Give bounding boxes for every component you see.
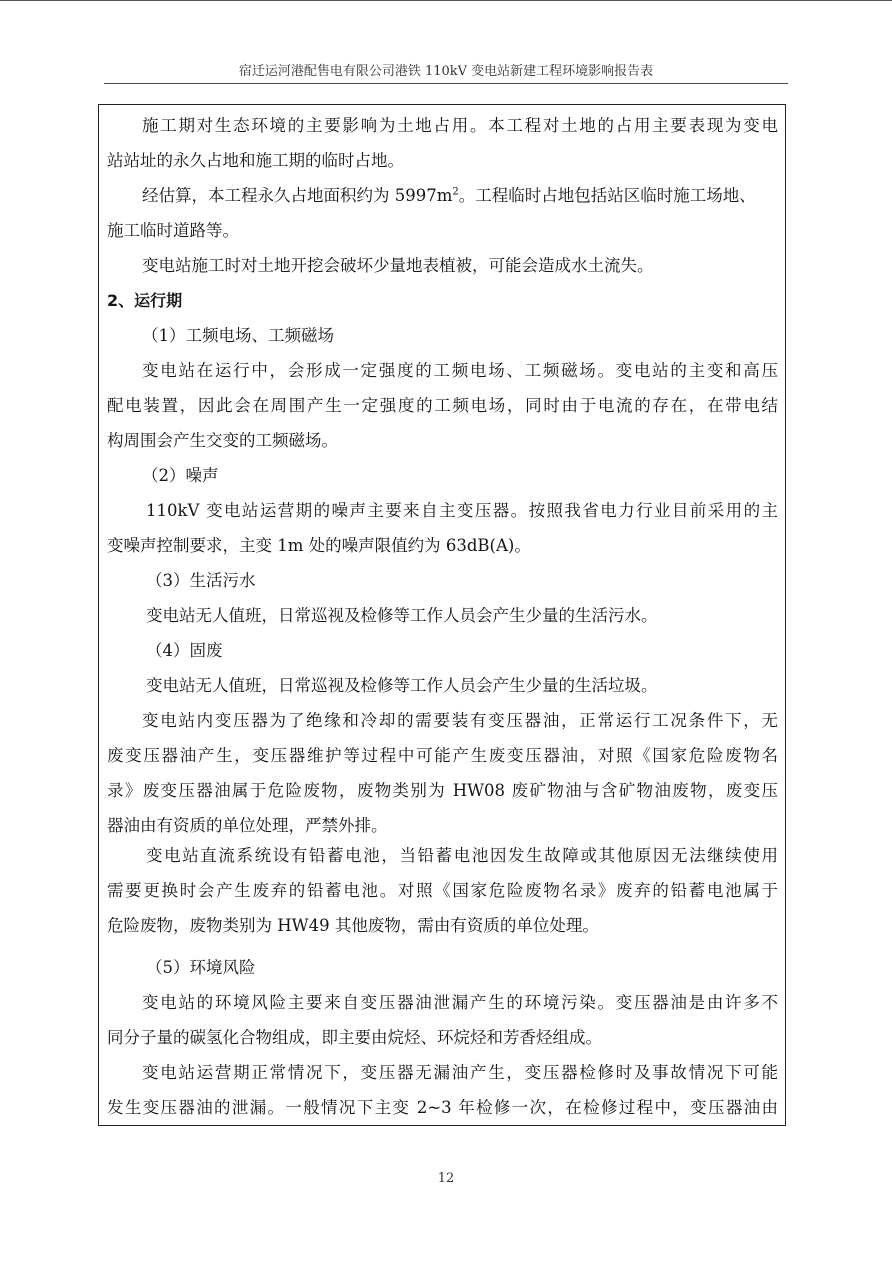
text-span: 经估算，本工程永久占地面积约为 5997m — [142, 186, 453, 205]
page-header-title: 宿迁运河港配售电有限公司港铁 110kV 变电站新建工程环境影响报告表 — [238, 64, 654, 79]
paragraph-line: 变电站无人值班，日常巡视及检修等工作人员会产生少量的生活污水。 — [146, 606, 658, 625]
paragraph-line: 录》废变压器油属于危险废物，废物类别为 HW08 废矿物油与含矿物油废物，废变压 — [107, 781, 778, 800]
subsection-heading: （1）工频电场、工频磁场 — [142, 326, 334, 345]
paragraph-line: 变电站运营期正常情况下，变压器无漏油产生，变压器检修时及事故情况下可能 — [142, 1063, 778, 1082]
paragraph-line: 变电站的环境风险主要来自变压器油泄漏产生的环境污染。变压器油是由许多不 — [142, 993, 778, 1012]
paragraph-line: 构周围会产生交变的工频磁场。 — [107, 431, 338, 450]
paragraph-line: 同分子量的碳氢化合物组成，即主要由烷烃、环烷烃和芳香烃组成。 — [107, 1028, 602, 1047]
paragraph-line — [142, 183, 756, 208]
paragraph-line: 施工期对生态环境的主要影响为土地占用。本工程对土地的占用主要表现为变电 — [142, 116, 778, 135]
page-top-border — [0, 0, 892, 1]
paragraph-line: 配电装置，因此会在周围产生一定强度的工频电场，同时由于电流的存在，在带电结 — [107, 396, 778, 415]
paragraph-line: 变电站施工时对土地开挖会破坏少量地表植被，可能会造成水土流失。 — [142, 256, 654, 275]
subsection-heading: （3）生活污水 — [146, 571, 256, 590]
paragraph-line: 变电站内变压器为了绝缘和冷却的需要装有变压器油，正常运行工况条件下，无 — [142, 711, 778, 730]
subsection-heading: （5）环境风险 — [146, 958, 256, 977]
paragraph-line: 站站址的永久占地和施工期的临时占地。 — [107, 151, 404, 170]
paragraph-line: 发生变压器油的泄漏。一般情况下主变 2~3 年检修一次，在检修过程中，变压器油由 — [107, 1098, 778, 1117]
section-heading: 2、运行期 — [107, 291, 183, 310]
subsection-heading: （4）固废 — [146, 641, 223, 660]
paragraph-line: 施工临时道路等。 — [107, 221, 239, 240]
paragraph-line: 废变压器油产生，变压器维护等过程中可能产生废变压器油，对照《国家危险废物名 — [107, 746, 778, 765]
subsection-heading: （2）噪声 — [142, 466, 219, 485]
header-rule — [104, 83, 788, 84]
text-span: 。工程临时占地包括站区临时施工场地、 — [458, 186, 756, 205]
paragraph-line: 变电站无人值班，日常巡视及检修等工作人员会产生少量的生活垃圾。 — [146, 676, 658, 695]
paragraph-line: 器油由有资质的单位处理，严禁外排。 — [107, 816, 388, 835]
page-number: 12 — [437, 1171, 455, 1186]
paragraph-line: 需要更换时会产生废弃的铅蓄电池。对照《国家危险废物名录》废弃的铅蓄电池属于 — [107, 881, 778, 900]
paragraph-line: 110kV 变电站运营期的噪声主要来自主变压器。按照我省电力行业目前采用的主 — [146, 501, 778, 520]
paragraph-line: 变电站在运行中，会形成一定强度的工频电场、工频磁场。变电站的主变和高压 — [142, 361, 778, 380]
paragraph-line: 危险废物，废物类别为 HW49 其他废物，需由有资质的单位处理。 — [107, 916, 599, 935]
paragraph-line: 变噪声控制要求，主变 1m 处的噪声限值约为 63dB(A)。 — [107, 536, 531, 555]
superscript: 2 — [452, 186, 459, 198]
paragraph-line: 变电站直流系统设有铅蓄电池，当铅蓄电池因发生故障或其他原因无法继续使用 — [146, 846, 778, 865]
